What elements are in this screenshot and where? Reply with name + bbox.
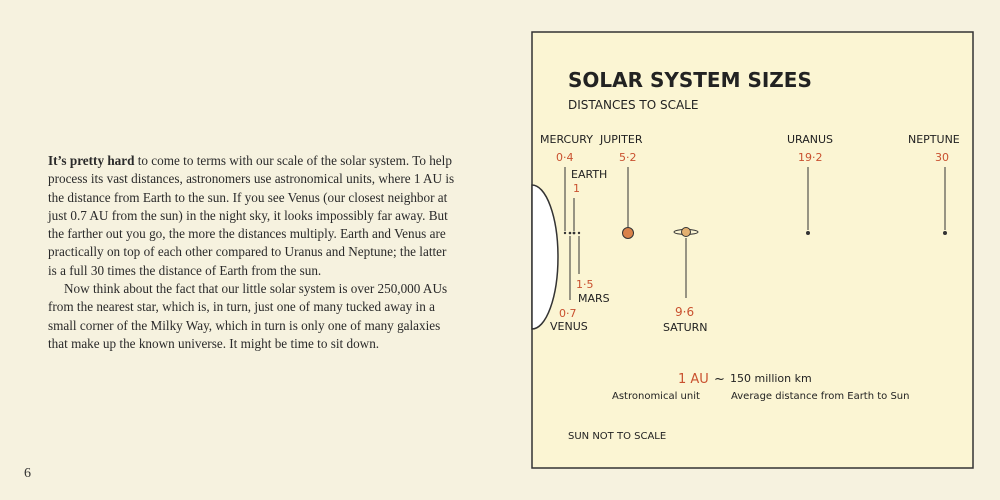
planet-label-neptune: NEPTUNE bbox=[908, 133, 960, 146]
body-text bbox=[48, 152, 458, 353]
planet-au-mars: 1·5 bbox=[576, 278, 594, 291]
diagram-title: SOLAR SYSTEM SIZES bbox=[568, 68, 812, 92]
planet-label-uranus: URANUS bbox=[787, 133, 834, 146]
planet-label-venus: VENUS bbox=[550, 320, 588, 333]
planet-jupiter bbox=[623, 228, 634, 239]
diagram-svg bbox=[530, 30, 975, 470]
planet-label-jupiter: JUPITER bbox=[600, 133, 643, 146]
planet-au-saturn: 9·6 bbox=[675, 305, 695, 319]
planet-au-mercury: 0·4 bbox=[556, 151, 574, 164]
planet-au-neptune: 30 bbox=[935, 151, 949, 164]
planet-label-mars: MARS bbox=[578, 292, 610, 305]
planet-mercury bbox=[564, 232, 566, 234]
footnote: SUN NOT TO SCALE bbox=[568, 431, 667, 442]
km-value: 150 million km bbox=[730, 372, 812, 385]
planet-venus bbox=[569, 232, 572, 235]
paragraph-1-text: to come to terms with our scale of the solar system. To help process its vast distances, astronomers use astronomical units, where 1 AU is the distance from Earth to the sun. If you see Venus (our closest neighbor at just 0.7 AU from the sun) in the night sky, it looks impossibly far away. But the farther out you go, the more the distances multiply. Earth and Venus are practically on top of each other compared to Uranus and Neptune; the latter is a full 30 times the distance of Earth from the sun. bbox=[48, 153, 455, 278]
paragraph-lead: It’s pretty hard bbox=[48, 153, 135, 168]
au-definition: Average distance from Earth to Sun bbox=[731, 391, 910, 402]
planet-mars bbox=[578, 232, 580, 234]
planet-neptune bbox=[943, 231, 947, 235]
planet-au-earth: 1 bbox=[573, 182, 580, 195]
approx-symbol: ~ bbox=[714, 372, 725, 387]
planet-au-venus: 0·7 bbox=[559, 307, 577, 320]
planet-au-jupiter: 5·2 bbox=[619, 151, 637, 164]
au-label: Astronomical unit bbox=[612, 391, 700, 402]
au-symbol: 1 AU bbox=[678, 372, 709, 387]
planet-au-uranus: 19·2 bbox=[798, 151, 823, 164]
solar-system-diagram bbox=[530, 30, 975, 470]
planet-earth bbox=[573, 232, 576, 235]
planet-uranus bbox=[806, 231, 810, 235]
paragraph-1 bbox=[48, 152, 458, 280]
planet-label-mercury: MERCURY bbox=[540, 133, 593, 146]
page-number: 6 bbox=[24, 466, 31, 481]
planet-label-earth: EARTH bbox=[571, 168, 608, 181]
planet-label-saturn: SATURN bbox=[663, 321, 708, 334]
planet-saturn bbox=[682, 228, 691, 237]
paragraph-2: Now think about the fact that our little solar system is over 250,000 AUs from the nearest star, which is, in turn, just one of many tucked away in a small corner of the Milky Way, which in turn is only one of many galaxies that make up the known universe. It might be time to sit down. bbox=[48, 281, 448, 351]
diagram-subtitle: DISTANCES TO SCALE bbox=[568, 98, 699, 112]
